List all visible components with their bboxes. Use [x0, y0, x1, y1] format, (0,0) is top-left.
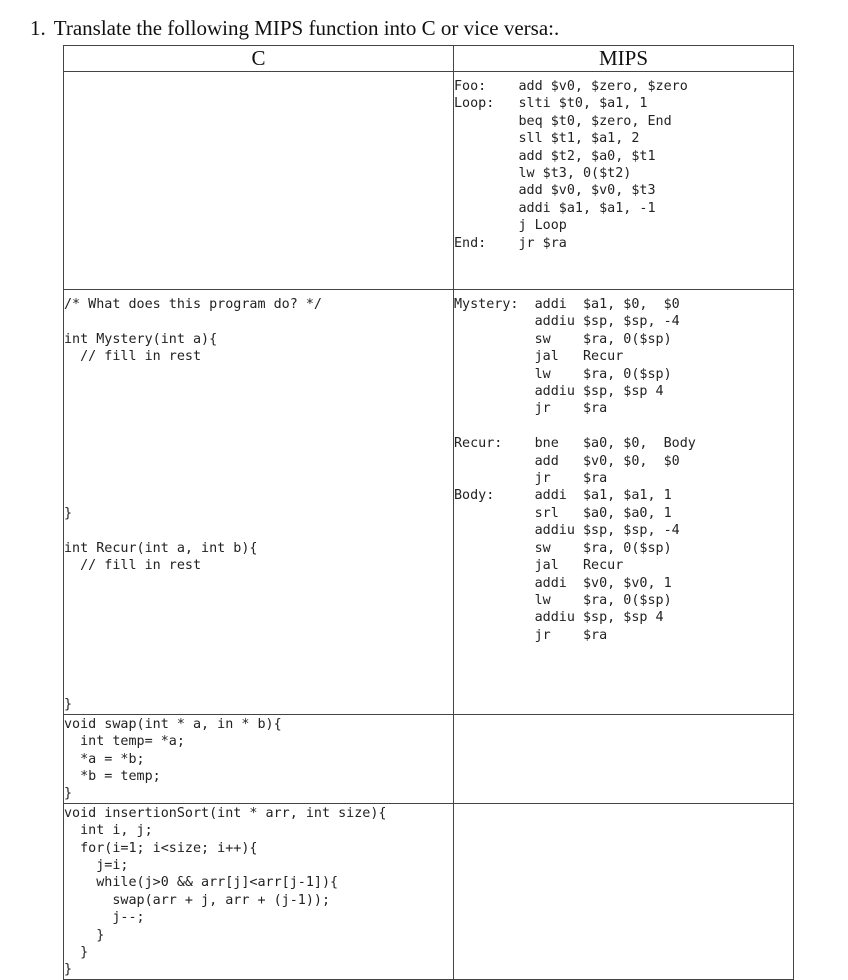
- question-number: 1.: [30, 16, 46, 40]
- table-row: [64, 714, 794, 803]
- header-row: [64, 46, 794, 72]
- c-code: /* What does this program do? */ int Mystery(int a){ // fill in rest } int Recur(int a, int b){ // fill in rest }: [64, 297, 322, 713]
- mips-code: Foo: add $v0, $zero, $zero Loop: slti $t0, $a1, 1 beq $t0, $zero, End sll $t1, $a1, 2 add $t2, $a0, $t1 lw $t3, 0($t2) add $v0, $v0, $t3 addi $a1, $a1, -1 j Loop End: jr $ra: [454, 79, 688, 251]
- c-cell[interactable]: [64, 72, 454, 290]
- c-code: void insertionSort(int * arr, int size){ int i, j; for(i=1; i<size; i++){ j=i; while(j>0 && arr[j]<arr[j-1]){ swap(arr + j, arr + (j-1)); j--; } } }: [64, 805, 387, 978]
- table-row: [64, 290, 794, 715]
- mips-cell: [454, 72, 794, 290]
- question-text: Translate the following MIPS function into C or vice versa:.: [53, 16, 560, 40]
- table-row: [64, 803, 794, 979]
- translation-table: [63, 45, 794, 980]
- c-cell: [64, 803, 454, 979]
- c-column-header: C: [64, 46, 454, 72]
- mips-cell[interactable]: [454, 714, 794, 803]
- question-heading: [30, 16, 559, 41]
- mips-code: Mystery: addi $a1, $0, $0 addiu $sp, $sp, -4 sw $ra, 0($sp) jal Recur lw $ra, 0($sp) addiu $sp, $sp 4 jr $ra Recur: bne $a0, $0, Body add $v0, $0, $0 jr $ra Body: addi $a1, $a1, 1 srl $a0, $a0, 1 addiu $sp, $sp, -4 sw $ra, 0($sp) jal Recur addi $v0, $v0, 1 lw $ra, 0($sp) addiu $sp, $sp 4 jr $ra: [454, 297, 696, 643]
- mips-cell[interactable]: [454, 803, 794, 979]
- table-row: [64, 72, 794, 290]
- mips-cell: [454, 290, 794, 715]
- mips-column-header: MIPS: [454, 46, 794, 72]
- c-code: void swap(int * a, in * b){ int temp= *a; *a = *b; *b = temp; }: [64, 716, 282, 802]
- c-cell[interactable]: [64, 290, 454, 715]
- c-cell: [64, 714, 454, 803]
